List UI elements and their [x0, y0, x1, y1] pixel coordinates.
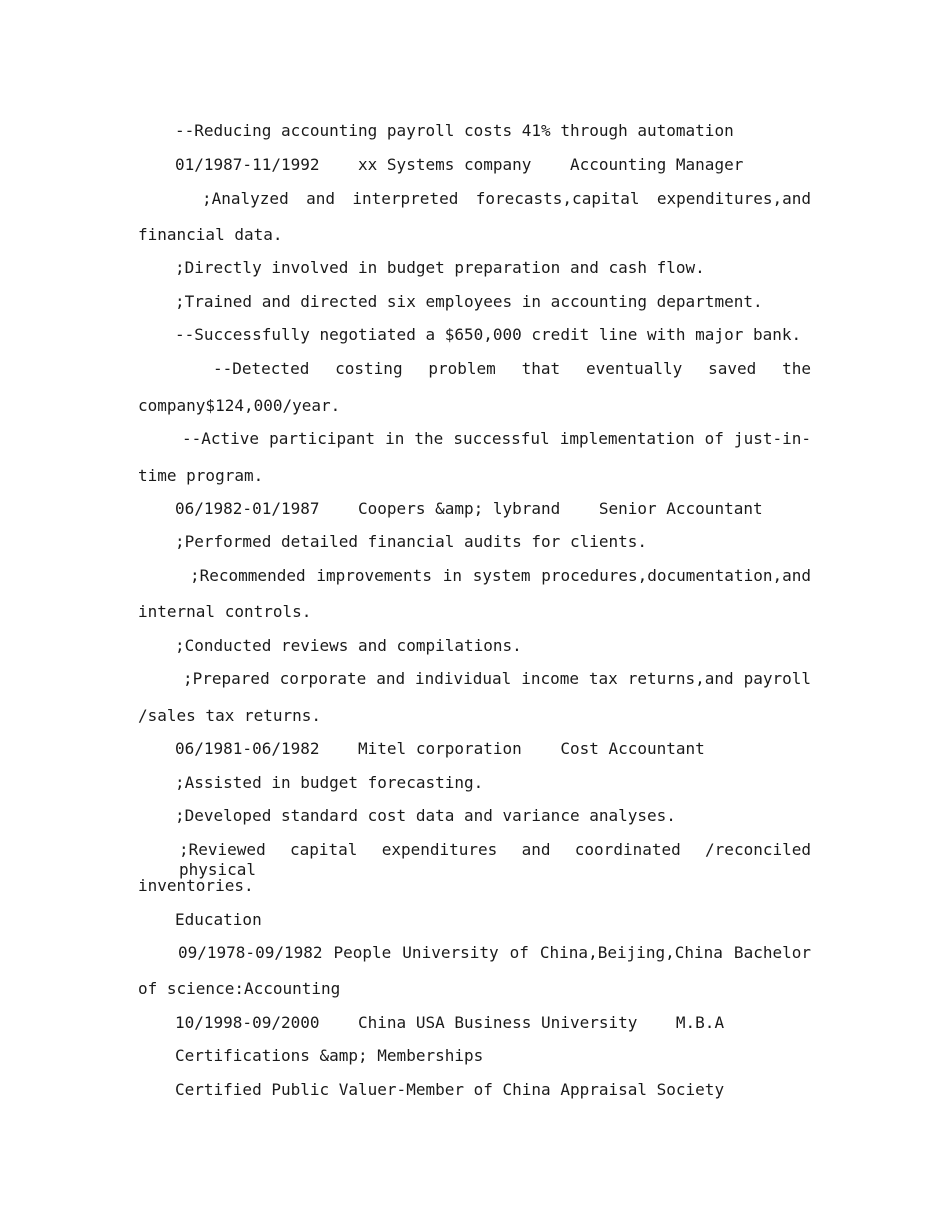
section-heading-education: Education [175, 910, 262, 929]
text-line: ;Recommended improvements in system procedures,documentation,and [190, 566, 811, 585]
text-line: financial data. [138, 225, 283, 244]
text-line: internal controls. [138, 602, 312, 621]
text-line: ;Analyzed and interpreted forecasts,capital expenditures,and [202, 189, 811, 208]
text-line: --Reducing accounting payroll costs 41% through automation [175, 121, 734, 140]
text-line: 06/1981-06/1982 Mitel corporation Cost Accountant [175, 739, 705, 758]
text-line: Certified Public Valuer-Member of China Appraisal Society [175, 1080, 725, 1099]
text-line: --Active participant in the successful implementation of just-in- [182, 429, 811, 448]
text-line: 06/1982-01/1987 Coopers &amp; lybrand Senior Accountant [175, 499, 763, 518]
text-line: inventories. [138, 876, 254, 895]
text-line: ;Performed detailed financial audits for clients. [175, 532, 648, 551]
text-line: 10/1998-09/2000 China USA Business University M.B.A [175, 1013, 725, 1032]
text-line: 09/1978-09/1982 People University of China,Beijing,China Bachelor [178, 943, 811, 962]
text-line: --Detected costing problem that eventually saved the [213, 359, 811, 378]
text-line: ;Conducted reviews and compilations. [175, 636, 522, 655]
text-line: --Successfully negotiated a $650,000 credit line with major bank. [175, 325, 802, 344]
text-line: ;Trained and directed six employees in accounting department. [175, 292, 763, 311]
section-heading-certifications: Certifications &amp; Memberships [175, 1046, 484, 1065]
text-line: ;Assisted in budget forecasting. [175, 773, 484, 792]
text-line: ;Prepared corporate and individual income tax returns,and payroll [183, 669, 811, 688]
text-line: company$124,000/year. [138, 396, 341, 415]
text-line: ;Reviewed capital expenditures and coordinated /reconciled physical [179, 840, 811, 879]
text-line: time program. [138, 466, 264, 485]
text-line: ;Directly involved in budget preparation and cash flow. [175, 258, 705, 277]
text-line: ;Developed standard cost data and variance analyses. [175, 806, 676, 825]
text-line: /sales tax returns. [138, 706, 322, 725]
text-line: 01/1987-11/1992 xx Systems company Accounting Manager [175, 155, 744, 174]
text-line: of science:Accounting [138, 979, 341, 998]
